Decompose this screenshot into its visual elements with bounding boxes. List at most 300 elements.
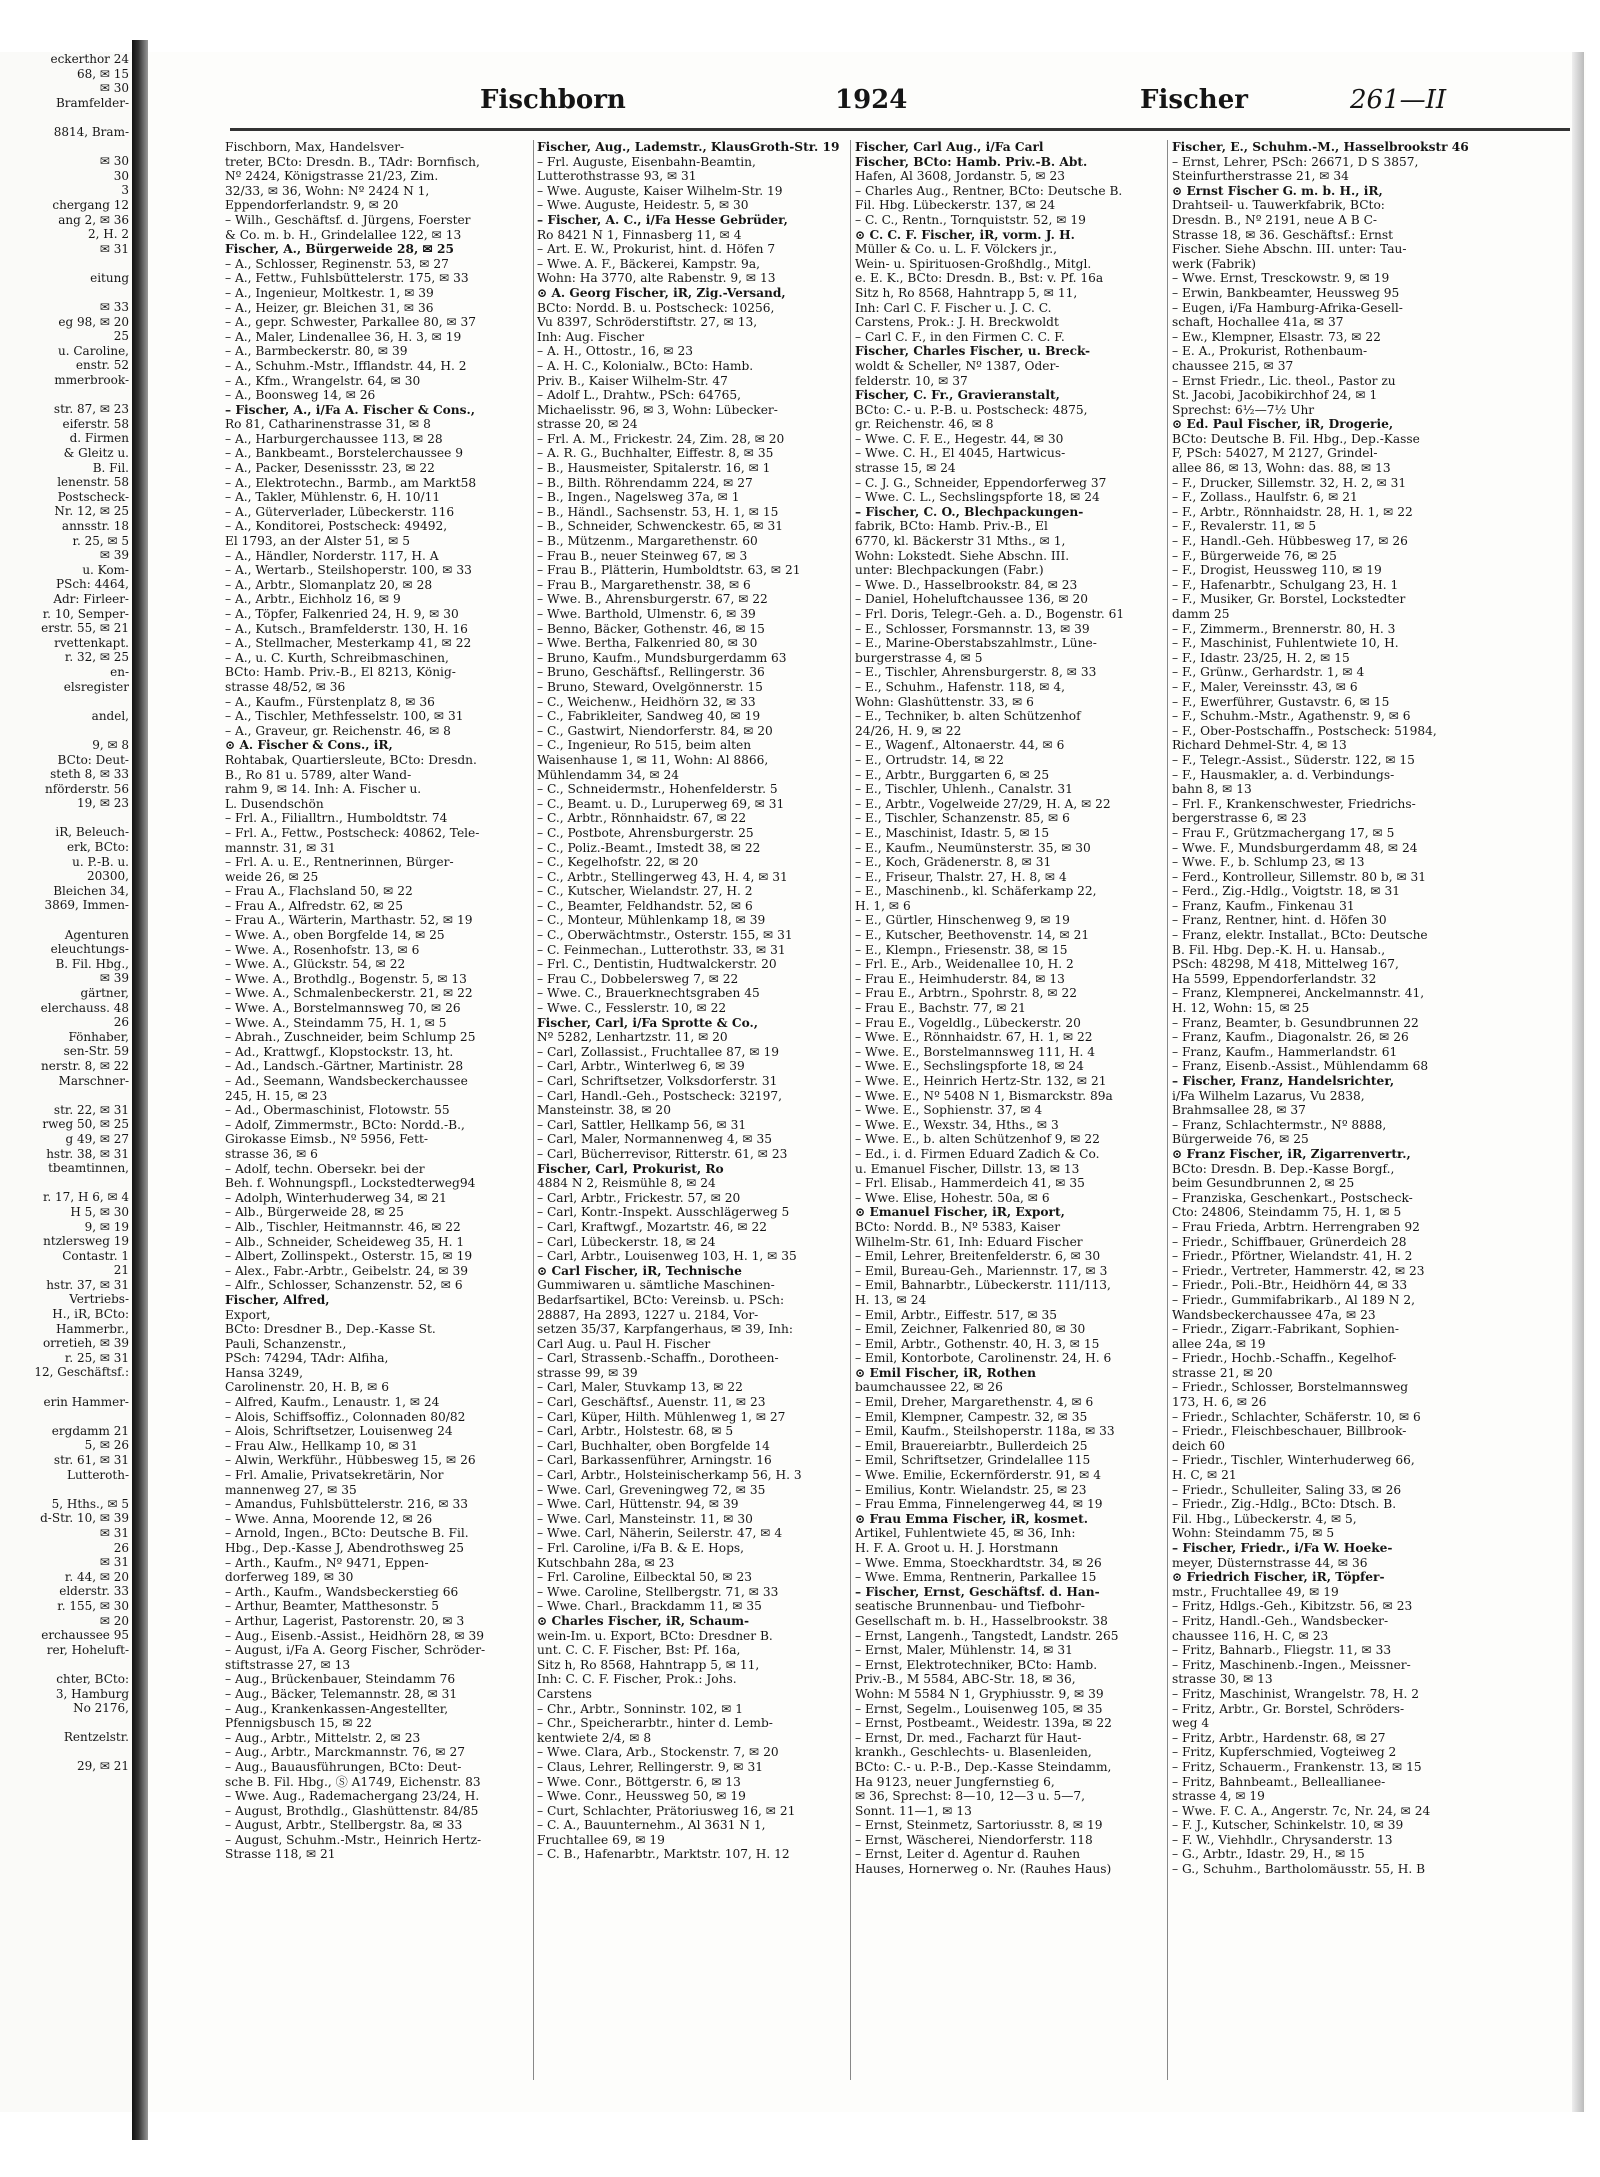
previous-page-line: 26 [113,1015,129,1030]
directory-entry-line: fabrik, BCto: Hamb. Priv.-B., El [855,519,1048,534]
directory-entry-line: ⊙ Charles Fischer, iR, Schaum- [537,1613,750,1628]
directory-entry-line: – Ernst, Maler, Mühlenstr. 14, ✉ 31 [855,1643,1073,1658]
previous-page-line: 20300, [87,869,129,884]
directory-entry-line: – Aug., Bauausführungen, BCto: Deut- [225,1759,462,1774]
header-year: 1924 [835,85,908,115]
directory-entry-line: – Emil, Bureau-Geh., Mariennstr. 17, ✉ 3 [855,1263,1108,1278]
directory-entry-line: Wohn: M 5584 N 1, Gryphiusstr. 9, ✉ 39 [855,1686,1104,1701]
previous-page-line: Agenturen [64,927,129,942]
directory-entry-line: – Adolf, Zimmermstr., BCto: Nordd.-B., [225,1117,465,1132]
directory-entry-line: – Emil, Kontorbote, Carolinenstr. 24, H. 6 [855,1351,1112,1366]
directory-entry-line: – E., Arbtr., Burggarten 6, ✉ 25 [855,767,1050,782]
directory-entry-line: 4884 N 2, Reismühle 8, ✉ 24 [537,1176,716,1191]
directory-entry-line: Brahmsallee 28, ✉ 37 [1172,1103,1306,1118]
previous-page-line: 26 [113,1540,129,1555]
directory-entry-line: – Carl, Arbtr., Frickestr. 57, ✉ 20 [537,1190,741,1205]
previous-page-line: ✉ 39 [99,971,129,986]
directory-entry-line: – Fritz, Handl.-Geh., Wandsbecker- [1172,1613,1389,1628]
directory-entry-line: Fischer, Charles Fischer, u. Breck- [855,344,1091,359]
directory-entry-line: – Chr., Speicherarbtr., hinter d. Lemb- [537,1716,773,1731]
directory-entry-line: – E., Koch, Grädenerstr. 8, ✉ 31 [855,855,1052,870]
directory-entry-line: Müller & Co. u. L. F. Völckers jr., [855,242,1058,257]
directory-entry-line: Strasse 18, ✉ 36. Geschäftsf.: Ernst [1172,227,1393,242]
directory-entry-line: – Aug., Brückenbauer, Steindamm 76 [225,1672,456,1687]
directory-entry-line: Export, [225,1307,271,1322]
directory-entry-line: – Wwe. E., Wexstr. 34, Hths., ✉ 3 [855,1117,1059,1132]
directory-entry-line: – Wwe. C. L., Sechslingspforte 18, ✉ 24 [855,490,1100,505]
directory-entry-line: – C., Poliz.-Beamt., Imstedt 38, ✉ 22 [537,840,761,855]
directory-entry-line: Fil. Hbg., Lübeckerstr. 4, ✉ 5, [1172,1511,1357,1526]
directory-entry-line: – Frau B., Plätterin, Humboldtstr. 63, ✉ 21 [537,563,801,578]
previous-page-line: d-Str. 10, ✉ 39 [40,1511,129,1526]
directory-entry-line: Gesellschaft m. b. H., Hasselbrookstr. 38 [855,1613,1108,1628]
directory-entry-line: – Carl, Geschäftsf., Auenstr. 11, ✉ 23 [537,1395,766,1410]
previous-page-line: r. 25, ✉ 5 [72,533,129,548]
directory-entry-line: – Wwe. A., oben Borgfelde 14, ✉ 25 [225,928,445,943]
directory-entry-line: – Emil, Schriftsetzer, Grindelallee 115 [855,1453,1091,1468]
directory-entry-line: – F., Handl.-Geh. Hübbesweg 17, ✉ 26 [1172,534,1408,549]
directory-entry-line: Sprechst: 6½—7½ Uhr [1172,402,1315,417]
directory-entry-line: – Emil, Arbtr., Eiffestr. 517, ✉ 35 [855,1307,1058,1322]
directory-entry-line: – Franz, Eisenb.-Assist., Mühlendamm 68 [1172,1059,1429,1074]
directory-entry-line: chaussee 215, ✉ 37 [1172,358,1294,373]
directory-entry-line: Nº 5282, Lenhartzstr. 11, ✉ 20 [537,1030,728,1045]
directory-entry-line: – A., Graveur, gr. Reichenstr. 46, ✉ 8 [225,723,451,738]
previous-page-line: eitung [90,270,129,285]
previous-page-line: 30 [113,168,129,183]
directory-entry-line: – A., Kutsch., Bramfelderstr. 130, H. 16 [225,621,468,636]
directory-entry-line: – Friedr., Schlosser, Borstelmannsweg [1172,1380,1409,1395]
previous-page-line: eckerthor 24 [50,52,129,66]
directory-entry-line: – Carl, Kraftwgf., Mozartstr. 46, ✉ 22 [537,1219,768,1234]
previous-page-line: BCto: Deut- [57,752,129,767]
directory-entry-line: – Frl. Elisab., Hammerdeich 41, ✉ 35 [855,1176,1085,1191]
directory-entry-line: – B., Händl., Sachsenstr. 53, H. 1, ✉ 15 [537,504,779,519]
directory-entry-line: – C. B., Hafenarbtr., Marktstr. 107, H. 12 [537,1847,790,1862]
directory-entry-line: – Aug., Bäcker, Telemannstr. 28, ✉ 31 [225,1686,458,1701]
page-header [230,85,1570,125]
previous-page-line: hstr. 38, ✉ 31 [46,1146,129,1161]
directory-entry-line: – Carl, Arbtr., Holstestr. 68, ✉ 5 [537,1424,734,1439]
directory-entry-line: – Frl. A., Fettw., Postscheck: 40862, Tele- [225,825,480,840]
directory-entry-line: Hansa 3249, [225,1365,304,1380]
previous-page-line [0,1409,135,1424]
directory-entry-line: – F. W., Viehhdlr., Chrysanderstr. 13 [1172,1832,1393,1847]
previous-page-line: erk, BCto: [66,840,129,855]
directory-entry-line: Girokasse Eimsb., Nº 5956, Fett- [225,1132,429,1147]
previous-page-line: ✉ 30 [99,154,129,169]
previous-page-line: nerstr. 8, ✉ 22 [41,1058,129,1073]
directory-entry-line: strasse 48/52, ✉ 36 [225,679,346,694]
directory-entry-line: – E., Kaufm., Neumünsterstr. 35, ✉ 30 [855,840,1091,855]
directory-entry-line: – Friedr., Fleischbeschauer, Billbrook- [1172,1424,1407,1439]
directory-entry-line: – Fritz, Hdlgs.-Geh., Kibitzstr. 56, ✉ 23 [1172,1599,1413,1614]
header-first-entry: Fischborn [480,85,626,115]
previous-page-line: Rentzelstr. [63,1730,129,1745]
previous-page-line: r. 17, H 6, ✉ 4 [43,1190,129,1205]
directory-entry-line: – Carl, Bücherrevisor, Ritterstr. 61, ✉ 23 [537,1146,788,1161]
directory-entry-line: PSch: 48298, M 418, Mittelweg 167, [1172,957,1399,972]
directory-entry-line: BCto: Nordd. B., Nº 5383, Kaiser [855,1219,1061,1234]
directory-entry-line: – Erwin, Bankbeamter, Heussweg 95 [1172,285,1400,300]
previous-page-line: ✉ 30 [99,81,129,96]
directory-entry-line: – Wwe. A., Rosenhofstr. 13, ✉ 6 [225,942,420,957]
directory-entry-line: damm 25 [1172,607,1230,621]
directory-entry-line: – E., Ortrudstr. 14, ✉ 22 [855,752,1004,767]
directory-entry-line: – Adolph, Winterhuderweg 34, ✉ 21 [225,1190,447,1205]
previous-page-line: r. 25, ✉ 31 [64,1350,129,1365]
directory-entry-line: – Carl, Schriftsetzer, Volksdorferstr. 31 [537,1074,778,1088]
previous-page-line: sen-Str. 59 [63,1044,129,1059]
directory-entry-line: – F., Grünw., Gerhardstr. 1, ✉ 4 [1172,665,1365,680]
directory-entry-line: – Wwe. C., Fesslerstr. 10, ✉ 22 [537,1001,727,1016]
previous-page-line: ergdamm 21 [51,1423,129,1438]
directory-entry-line: – E., Arbtr., Vogelweide 27/29, H. A, ✉ 22 [855,796,1111,811]
directory-entry-line: – Wwe. Auguste, Kaiser Wilhelm-Str. 19 [537,183,783,198]
directory-entry-line: – Wwe. E., Sophienstr. 37, ✉ 4 [855,1103,1043,1118]
directory-entry-line: – Ernst Friedr., Lic. theol., Pastor zu [1172,373,1396,388]
directory-entry-line: – August, Brothdlg., Glashüttenstr. 84/85 [225,1803,479,1818]
directory-entry-line: – Albert, Zollinspekt., Osterstr. 15, ✉ 19 [225,1249,473,1264]
directory-entry-line: – Frl. Amalie, Privatsekretärin, Nor [225,1468,444,1483]
directory-entry-line: – Friedr., Tischler, Winterhuderweg 66, [1172,1453,1415,1468]
directory-entry-line: – Friedr., Schulleiter, Saling 33, ✉ 26 [1172,1482,1402,1497]
directory-entry-line: – C., Kutscher, Wielandstr. 27, H. 2 [537,884,753,899]
directory-entry-line: – Carl, Küper, Hilth. Mühlenweg 1, ✉ 27 [537,1409,786,1424]
directory-entry-line: – F., Schuhm.-Mstr., Agathenstr. 9, ✉ 6 [1172,709,1411,724]
directory-entry-line: H. 1, ✉ 6 [855,898,911,913]
previous-page-line: Contastr. 1 [62,1248,129,1263]
directory-entry-line: ⊙ Ed. Paul Fischer, iR, Drogerie, [1172,417,1394,432]
directory-entry-line: – A., Packer, Desenissstr. 23, ✉ 22 [225,461,435,476]
directory-entry-line: – Ernst, Steinmetz, Sartoriusstr. 8, ✉ 19 [855,1818,1103,1833]
directory-entry-line: – E., Friseur, Thalstr. 27, H. 8, ✉ 4 [855,869,1067,884]
directory-entry-line: – Carl, Arbtr., Holsteinischerkamp 56, H. 3 [537,1468,802,1483]
directory-entry-line: – Frl. C., Dentistin, Hudtwalckerstr. 20 [537,957,777,972]
directory-entry-line: – Wwe. F., b. Schlump 23, ✉ 13 [1172,855,1365,870]
directory-entry-line: – Chr., Arbtr., Sonninstr. 102, ✉ 1 [537,1701,744,1716]
directory-entry-line: – Wwe. E., Rönnhaidstr. 67, H. 1, ✉ 22 [855,1030,1093,1045]
directory-entry-line: – Fritz, Arbtr., Hardenstr. 68, ✉ 27 [1172,1730,1386,1745]
previous-page-line: chter, BCto: [56,1671,129,1686]
directory-entry-line: – E., Wagenf., Altonaerstr. 44, ✉ 6 [855,738,1065,753]
directory-entry-line: Beh. f. Wohnungspfl., Lockstedterweg94 [225,1176,476,1191]
directory-entry-line: – Frau E., Bachstr. 77, ✉ 21 [855,1001,1026,1016]
previous-page-line [0,913,135,928]
directory-entry-line: – E., Techniker, b. alten Schützenhof [855,709,1081,724]
directory-entry-line: – C. Feinmechan., Lutterothstr. 33, ✉ 31 [537,942,786,957]
directory-entry-line: – Ernst, Leiter d. Agentur d. Rauhen [855,1847,1081,1862]
directory-entry-line: – Frau Emma, Finnelengerweg 44, ✉ 19 [855,1497,1103,1512]
directory-entry-line: treter, BCto: Dresdn. B., TAdr: Bornfisch, [225,154,480,169]
directory-entry-line: strasse 15, ✉ 24 [855,461,956,476]
directory-entry-line: BCto: Dresdner B., Dep.-Kasse St. [225,1322,436,1337]
directory-entry-line: – A., Maler, Lindenallee 36, H. 3, ✉ 19 [225,329,462,344]
directory-entry-line: Inh: C. C. F. Fischer, Prok.: Johs. [537,1672,737,1687]
previous-page-line: mmerbrook- [54,373,129,388]
previous-page-line: g 49, ✉ 27 [65,1131,129,1146]
directory-entry-line: Mühlendamm 34, ✉ 24 [537,767,680,782]
directory-entry-line: – F., Drucker, Sillemstr. 32, H. 2, ✉ 31 [1172,475,1407,490]
directory-entry-line: Michaelisstr. 96, ✉ 3, Wohn: Lübecker- [537,402,778,417]
directory-entry-line: – Aug., Krankenkassen-Angestellter, [225,1701,449,1716]
directory-entry-line: – Carl, Arbtr., Winterlweg 6, ✉ 39 [537,1059,745,1074]
directory-entry-line: Hauses, Hornerweg o. Nr. (Rauhes Haus) [855,1862,1112,1877]
directory-entry-line: F, PSch: 54027, M 2127, Grindel- [1172,446,1378,461]
directory-entry-line: – Wwe. Barthold, Ulmenstr. 6, ✉ 39 [537,607,756,621]
directory-entry-line: – C. J. G., Schneider, Eppendorferweg 37 [855,475,1107,490]
directory-entry-line: bergerstrasse 6, ✉ 23 [1172,811,1307,826]
directory-entry-line: – C., Oberwächtmstr., Osterstr. 155, ✉ 31 [537,928,793,943]
directory-entry-line: – Franz, Kaufm., Diagonalstr. 26, ✉ 26 [1172,1030,1409,1045]
directory-entry-line: – C., Schneidermstr., Hohenfelderstr. 5 [537,782,778,797]
directory-entry-line: schaft, Hochallee 41a, ✉ 37 [1172,315,1344,330]
directory-entry-line: Fischer, A., Bürgerweide 28, ✉ 25 [225,242,454,257]
directory-entry-line: – Fritz, Kupferschmied, Vogteiweg 2 [1172,1745,1397,1760]
directory-entry-line: – Ad., Krattwgf., Klopstockstr. 13, ht. [225,1044,454,1059]
directory-entry-line: – Carl, Lübeckerstr. 18, ✉ 24 [537,1234,716,1249]
directory-entry-line: – Fischer, Franz, Handelsrichter, [1172,1074,1395,1088]
directory-entry-line: – Fritz, Bahnbeamt., Belleallianee- [1172,1774,1386,1789]
previous-page-line: 5, ✉ 26 [84,1438,129,1453]
previous-page-line: & Gleitz u. [63,446,129,461]
directory-entry-line: – Wwe. Aug., Rademachergang 23/24, H. [225,1789,480,1804]
directory-entry-line: – F., Arbtr., Rönnhaidstr. 28, H. 1, ✉ 22 [1172,504,1413,519]
previous-page-line: eg 98, ✉ 20 [58,314,129,329]
directory-entry-line: – F., Ewerführer, Gustavstr. 6, ✉ 15 [1172,694,1390,709]
directory-entry-line: – Claus, Lehrer, Rellingerstr. 9, ✉ 31 [537,1759,763,1774]
directory-entry-line: Wohn: Glashüttenstr. 33, ✉ 6 [855,694,1034,709]
previous-page-line: en- [110,664,129,679]
directory-entry-line: ⊙ Friedrich Fischer, iR, Töpfer- [1172,1570,1385,1585]
directory-entry-line: – Wwe. Clara, Arb., Stockenstr. 7, ✉ 20 [537,1745,779,1760]
directory-entry-line: – C., Beamt. u. D., Luruperweg 69, ✉ 31 [537,796,785,811]
directory-entry-line: ⊙ Carl Fischer, iR, Technische [537,1263,742,1278]
directory-entry-line: Steinfurtherstrasse 21, ✉ 34 [1172,169,1349,184]
directory-entry-line: – E., Maschinenb., kl. Schäferkamp 22, [855,884,1097,899]
directory-entry-line: – A., Bankbeamt., Borstelerchaussee 9 [225,446,463,461]
directory-entry-line: Fischer. Siehe Abschn. III. unter: Tau- [1172,242,1407,257]
directory-entry-line: strasse 20, ✉ 24 [537,417,638,432]
directory-entry-line: PSch: 74294, TAdr: Alfiha, [225,1351,389,1366]
directory-entry-line: werk (Fabrik) [1172,256,1257,271]
directory-entry-line: Carstens [537,1686,592,1701]
previous-page-line: andel, [91,708,129,723]
previous-page-line: 9, ✉ 19 [84,1219,129,1234]
directory-entry-line: beim Gesundbrunnen 2, ✉ 25 [1172,1176,1355,1191]
directory-entry-line: – A., gepr. Schwester, Parkallee 80, ✉ 37 [225,315,477,330]
directory-entry-line: 173, H. 6, ✉ 26 [1172,1395,1267,1410]
column-divider [533,140,534,2080]
directory-entry-line: strasse 21, ✉ 20 [1172,1365,1273,1380]
directory-entry-line: – C., Monteur, Mühlenkamp 18, ✉ 39 [537,913,766,928]
directory-entry-line: – Wwe. Bertha, Falkenried 80, ✉ 30 [537,636,758,651]
directory-entry-line: – Fischer, Ernst, Geschäftsf. d. Han- [855,1584,1100,1599]
directory-entry-line: Ha 9123, neuer Jungfernstieg 6, [855,1774,1055,1789]
directory-entry-line: – Alois, Schriftsetzer, Louisenweg 24 [225,1424,453,1439]
previous-page-line: Nr. 12, ✉ 25 [54,504,129,519]
directory-entry-line: – C. A., Bauunternehm., Al 3631 N 1, [537,1818,766,1833]
directory-entry-line: – Friedr., Schlachter, Schäferstr. 10, ✉ 6 [1172,1409,1421,1424]
directory-entry-line: rahm 9, ✉ 14. Inh: A. Fischer u. [225,782,422,797]
directory-entry-line: – Alb., Tischler, Heitmannstr. 46, ✉ 22 [225,1219,461,1234]
directory-entry-line: – F., Hafenarbtr., Schulgang 23, H. 1 [1172,577,1399,592]
directory-entry-line: ⊙ C. C. F. Fischer, iR, vorm. J. H. [855,227,1075,242]
directory-entry-line: Wandsbeckerchaussee 47a, ✉ 23 [1172,1307,1376,1322]
previous-page-line: 9, ✉ 8 [92,737,129,752]
directory-entry-line: – Eugen, i/Fa Hamburg-Afrika-Gesell- [1172,300,1403,315]
directory-entry-line: gr. Reichenstr. 46, ✉ 8 [855,417,994,432]
directory-entry-line: i/Fa Wilhelm Lazarus, Vu 2838, [1172,1088,1365,1103]
directory-entry-line: – Alfred, Kaufm., Lenaustr. 1, ✉ 24 [225,1395,440,1410]
directory-entry-line: Richard Dehmel-Str. 4, ✉ 13 [1172,738,1347,753]
previous-page-line: rweg 50, ✉ 25 [42,1117,129,1132]
directory-entry-line: – F., Drogist, Heussweg 110, ✉ 19 [1172,563,1382,578]
previous-page-line: 5, Hths., ✉ 5 [51,1496,129,1511]
directory-entry-line: – Aug., Eisenb.-Assist., Heidhörn 28, ✉ 39 [225,1628,485,1643]
directory-entry-line: – F., Idastr. 23/25, H. 2, ✉ 15 [1172,650,1350,665]
directory-entry-line: – E., Schuhm., Hafenstr. 118, ✉ 4, [855,679,1065,694]
directory-entry-line: – Arth., Kaufm., Nº 9471, Eppen- [225,1555,429,1570]
directory-entry-line: – Emil, Kaufm., Steilshoperstr. 118a, ✉ 33 [855,1424,1115,1439]
directory-entry-line: strasse 30, ✉ 13 [1172,1672,1273,1687]
directory-entry-line: – Wwe. Anna, Moorende 12, ✉ 26 [225,1511,433,1526]
directory-entry-line: – Emil, Bahnarbtr., Lübeckerstr. 111/113, [855,1278,1111,1293]
directory-entry-line: – Friedr., Schiffbauer, Grünerdeich 28 [1172,1234,1407,1249]
directory-entry-line: deich 60 [1172,1438,1225,1453]
directory-entry-line: Ha 5599, Eppendorferlandstr. 32 [1172,971,1377,986]
directory-entry-line: Fischer, Carl Aug., i/Fa Carl [855,140,1044,154]
directory-entry-line: Pauli, Schanzenstr., [225,1336,347,1351]
directory-entry-line: – Wwe. C., Brauerknechtsgraben 45 [537,986,760,1001]
directory-entry-line: – F., Maschinist, Fuhlentwiete 10, H. [1172,636,1399,651]
previous-page-line: 3 [121,183,129,198]
directory-entry-line: – Frau C., Dobbelersweg 7, ✉ 22 [537,971,739,986]
directory-entry-line: – Wwe. Emma, Stoeckhardtstr. 34, ✉ 26 [855,1555,1102,1570]
directory-entry-line: – Daniel, Hoheluftchaussee 136, ✉ 20 [855,592,1088,607]
previous-page-line: ntzlersweg 19 [43,1234,129,1249]
directory-entry-line: ⊙ A. Fischer & Cons., iR, [225,738,393,753]
directory-entry-line: H. F. A. Groot u. H. J. Horstmann [855,1541,1059,1555]
directory-entry-line: ⊙ A. Georg Fischer, iR, Zig.-Versand, [537,285,786,300]
directory-entry-line: – Wwe. A., Glückstr. 54, ✉ 22 [225,957,406,972]
directory-entry-line: Dresdn. B., Nº 2191, neue A B C- [1172,212,1378,227]
previous-page-line [0,286,135,301]
directory-entry-line: – A., Harburgerchaussee 113, ✉ 28 [225,431,443,446]
directory-entry-line: Nº 2424, Königstrasse 21/23, Zim. [225,169,439,184]
header-last-entry: Fischer [1140,85,1248,115]
directory-entry-line: – F., Zollass., Haulfstr. 6, ✉ 21 [1172,490,1358,505]
directory-entry-line: – Frl. Caroline, Eilbecktal 50, ✉ 23 [537,1570,752,1585]
previous-page-line: tbeamtinnen, [48,1161,129,1176]
directory-entry-line: – Wwe. Carl, Mansteinstr. 11, ✉ 30 [537,1511,753,1526]
directory-entry-line: krankh., Geschlechts- u. Blasenleiden, [855,1745,1092,1760]
previous-page-line: elderstr. 33 [59,1584,129,1599]
directory-entry-line: – Wwe. Charl., Brackdamm 11, ✉ 35 [537,1599,762,1614]
directory-entry-line: u. Emanuel Fischer, Dillstr. 13, ✉ 13 [855,1161,1080,1176]
directory-entry-line: ⊙ Emil Fischer, iR, Rothen [855,1365,1036,1380]
directory-entry-line: weide 26, ✉ 25 [225,869,319,884]
directory-entry-line: – C., Fabrikleiter, Sandweg 40, ✉ 19 [537,709,761,724]
directory-entry-line: – B., Hausmeister, Spitalerstr. 16, ✉ 1 [537,461,771,476]
previous-page-line: d. Firmen [69,431,129,446]
directory-entry-line: – Frau B., Margarethenstr. 38, ✉ 6 [537,577,751,592]
directory-entry-line: ✉ 36, Sprechst: 8—10, 12—3 u. 5—7, [855,1789,1086,1804]
column-3 [855,140,1160,2090]
directory-entry-line: Wilhelm-Str. 61, Inh: Eduard Fischer [855,1234,1083,1249]
directory-entry-line: – Friedr., Hochb.-Schaffn., Kegelhof- [1172,1351,1397,1366]
directory-entry-line: – Frau B., neuer Steinweg 67, ✉ 3 [537,548,748,563]
directory-entry-line: – Adolf, techn. Obersekr. bei der [225,1161,425,1176]
directory-entry-line: – Wwe. D., Hasselbrookstr. 84, ✉ 23 [855,577,1078,592]
directory-entry-line: – F., Zimmerm., Brennerstr. 80, H. 3 [1172,621,1396,636]
directory-entry-line: Sonnt. 11—1, ✉ 13 [855,1803,972,1818]
directory-entry-line: mstr., Fruchtallee 49, ✉ 19 [1172,1584,1339,1599]
directory-entry-line: H. 13, ✉ 24 [855,1292,927,1307]
directory-entry-line: – Ferd., Kontrolleur, Sillemstr. 80 b, ✉ 31 [1172,869,1427,884]
directory-entry-line: Cto: 24806, Steindamm 75, H. 1, ✉ 5 [1172,1205,1402,1220]
directory-entry-line: – E., Tischler, Schanzenstr. 85, ✉ 6 [855,811,1070,826]
book-gutter [132,40,148,2140]
directory-entry-line: mannstr. 31, ✉ 31 [225,840,336,855]
directory-entry-line: Fischer, Carl, Prokurist, Ro [537,1161,724,1176]
directory-entry-line: – Fischer, A. C., i/Fa Hesse Gebrüder, [537,212,788,227]
directory-entry-line: Fruchtallee 69, ✉ 19 [537,1832,665,1847]
directory-entry-line: Inh: Aug. Fischer [537,329,645,344]
directory-entry-line: – Bruno, Kaufm., Mundsburgerdamm 63 [537,650,787,665]
directory-entry-line: BCto: Deutsche B. Fil. Hbg., Dep.-Kasse [1172,431,1420,446]
directory-entry-line: – Alex., Fabr.-Arbtr., Geibelstr. 24, ✉ 39 [225,1263,468,1278]
previous-page-line: ✉ 31 [99,1525,129,1540]
directory-entry-line: – Fischer, Friedr., i/Fa W. Hoeke- [1172,1541,1393,1555]
directory-entry-line: – F., Hausmakler, a. d. Verbindungs- [1172,767,1395,782]
directory-entry-line: Fil. Hbg. Lübeckerstr. 137, ✉ 24 [855,198,1056,213]
directory-entry-line: – Ernst, Lehrer, PSch: 26671, D S 3857, [1172,154,1419,169]
directory-entry-line: – Wwe. Conr., Böttgerstr. 6, ✉ 13 [537,1774,741,1789]
directory-entry-line: – Franziska, Geschenkart., Postscheck- [1172,1190,1413,1205]
directory-entry-line: Rohtabak, Quartiersleute, BCto: Dresdn. [225,752,477,767]
directory-entry-line: – A., Wertarb., Steilshoperstr. 100, ✉ 33 [225,563,472,578]
directory-entry-line: – A. H. C., Kolonialw., BCto: Hamb. [537,358,754,373]
previous-page-line: u. Kom- [82,562,129,577]
directory-entry-line: 28887, Ha 2893, 1227 u. 2184, Vor- [537,1307,759,1322]
directory-entry-line: – August, Schuhm.-Mstr., Heinrich Hertz- [225,1832,482,1847]
directory-entry-line: – A., Takler, Mühlenstr. 6, H. 10/11 [225,490,441,505]
previous-page-line: ✉ 39 [99,548,129,563]
directory-entry-line: – Wwe. B., Ahrensburgerstr. 67, ✉ 22 [537,592,768,607]
directory-entry-line: – A., Händler, Norderstr. 117, H. A [225,548,439,563]
previous-page-line: eiferstr. 58 [62,416,129,431]
directory-entry-line: – C., Arbtr., Stellingerweg 43, H. 4, ✉ 31 [537,869,788,884]
previous-page-line: hstr. 37, ✉ 31 [46,1277,129,1292]
previous-page-line: enstr. 52 [75,358,129,373]
directory-entry-line: – Frl. A., Filialltrn., Humboldtstr. 74 [225,811,448,826]
directory-entry-line: sche B. Fil. Hbg., Ⓢ A1749, Eichenstr. 83 [225,1774,481,1789]
directory-entry-line: – Wwe. F., Mundsburgerdamm 48, ✉ 24 [1172,840,1418,855]
directory-entry-line: – E., Tischler, Uhlenh., Canalstr. 31 [855,782,1073,797]
directory-entry-line: – Adolf L., Drahtw., PSch: 64765, [537,388,741,403]
directory-entry-line: Priv. B., Kaiser Wilhelm-Str. 47 [537,373,728,388]
directory-entry-line: – B., Bilth. Röhrendamm 224, ✉ 27 [537,475,753,490]
directory-entry-line: – Wwe. A. F., Bäckerei, Kampstr. 9a, [537,256,760,271]
directory-entry-line: – Frau A., Alfredstr. 62, ✉ 25 [225,898,403,913]
directory-entry-line: – C., Beamter, Feldhandstr. 52, ✉ 6 [537,898,753,913]
directory-entry-line: – Ernst, Dr. med., Facharzt für Haut- [855,1730,1082,1745]
previous-page-line: gärtner, [80,986,129,1000]
directory-entry-line: chaussee 116, H. C, ✉ 23 [1172,1628,1329,1643]
directory-entry-line: – Wwe. A., Borstelmannsweg 70, ✉ 26 [225,1001,461,1016]
directory-entry-line: – Ernst, Wäscherei, Niendorferstr. 118 [855,1832,1093,1847]
